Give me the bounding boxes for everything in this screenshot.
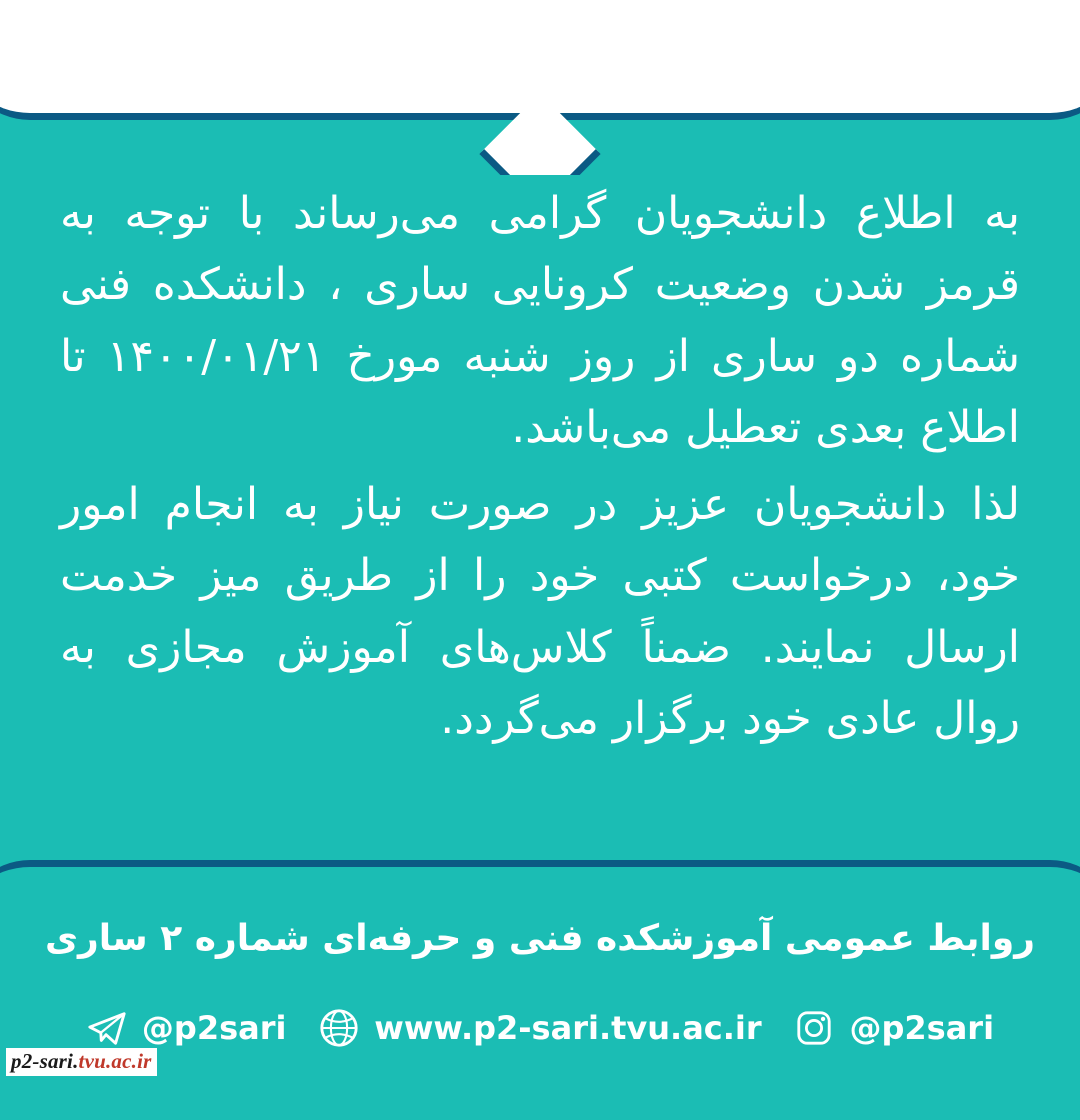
contact-telegram-label: @p2sari [141,1009,287,1047]
watermark-prefix: p2-sari. [11,1049,79,1073]
contact-instagram-label: @p2sari [849,1009,995,1047]
watermark-suffix: tvu.ac.ir [78,1049,152,1073]
contact-instagram[interactable] [793,1007,994,1049]
instagram-icon [793,1007,835,1049]
contact-telegram[interactable] [86,1007,287,1049]
announcement-paragraph-1: به اطلاع دانشجویان گرامی می‌رساند با توجه به قرمز شدن وضعیت کرونایی ساری ، دانشکده فنی شماره دو ساری از روز شنبه مورخ ۱۴۰۰/۰۱/۲۱ تا اطلاع بعدی تعطیل می‌باشد. [60,188,1020,453]
announcement-body [60,178,1020,760]
footer-contact-row [0,998,1080,1058]
watermark [6,1048,157,1076]
website-www-icon [318,1007,360,1049]
footer-organization-title: روابط عمومی آموزشکده فنی و حرفه‌ای شماره ۲ ساری [45,918,1035,959]
tvu-book-flame-logo-icon [475,8,605,138]
contact-website[interactable] [318,1007,761,1049]
contact-website-label: www.p2-sari.tvu.ac.ir [374,1009,762,1047]
poster-header [0,0,1080,175]
poster-footer [0,840,1080,1080]
telegram-icon [86,1007,128,1049]
announcement-paragraph-2: لذا دانشجویان عزیز در صورت نیاز به انجام امور خود، درخواست کتبی خود را از طریق میز خدمت ارسال نمایند. ضمناً کلاس‌های آموزش مجازی به روال عادی خود برگزار می‌گردد. [60,479,1020,744]
footer-band [0,860,1080,1120]
